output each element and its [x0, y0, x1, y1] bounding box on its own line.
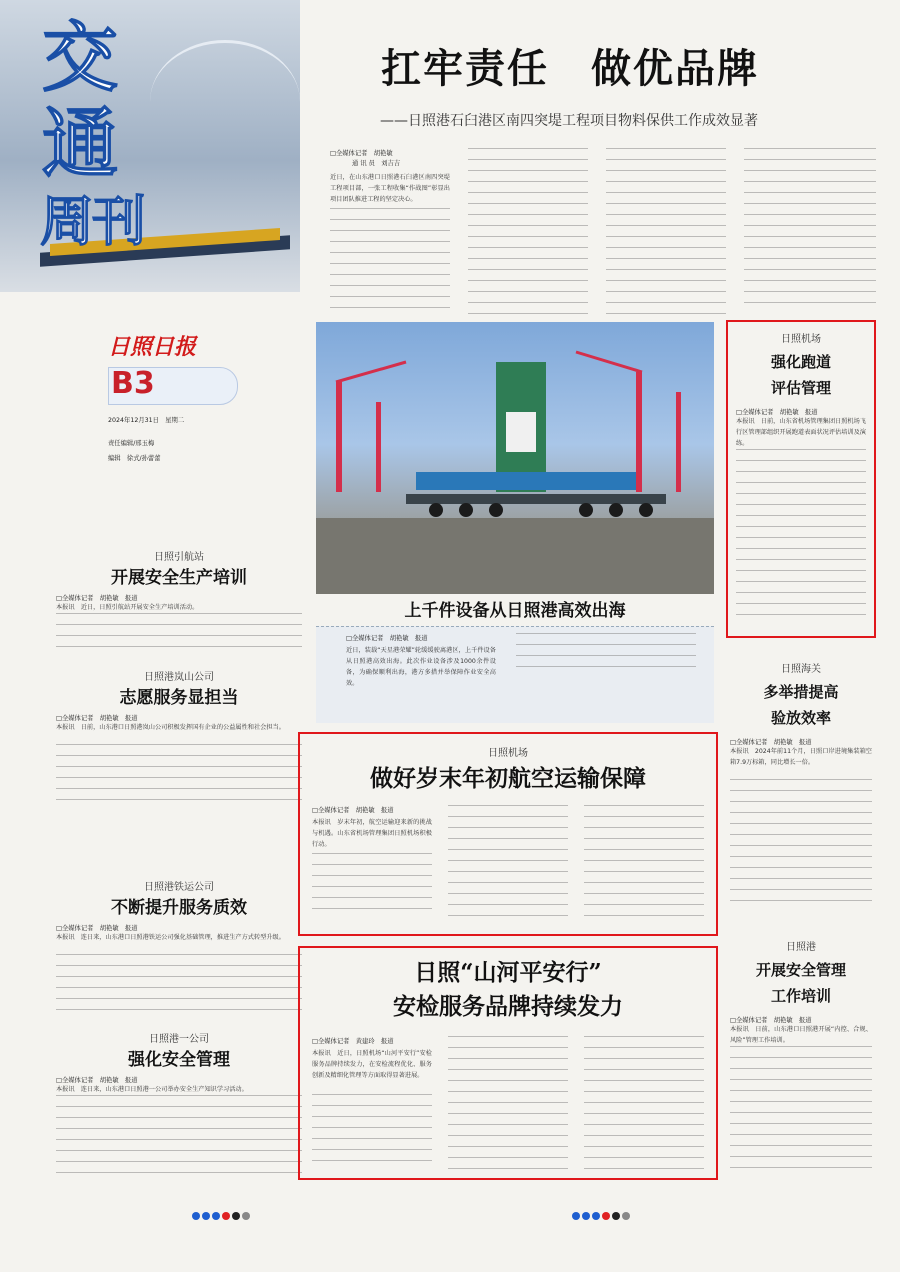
box-byline: □全媒体记者 胡艳敏 报道 [312, 807, 394, 814]
brief-title: 不断提升服务质效 [111, 898, 247, 918]
brief-byline: □全媒体记者 胡艳敏 报道 [730, 1017, 812, 1024]
brief-kicker: 日照港铁运公司 [144, 882, 214, 893]
left-brief-3 [56, 878, 302, 1010]
left-brief-2 [56, 668, 302, 818]
brief-body [56, 744, 302, 810]
page-number: B3 [111, 366, 155, 401]
page-dot [582, 1212, 590, 1220]
brief-lead: 本报讯 日前，山东港口日照港岚山公司积极发挥国有企业的公益属性和社会担当。 [56, 724, 285, 731]
newspaper-info [108, 330, 248, 460]
masthead-title-char-2: 通 [42, 99, 118, 188]
lead-column-4 [744, 148, 876, 308]
page-dot [202, 1212, 210, 1220]
lead-byline-2: 通 讯 员 刘吉吉 [352, 160, 401, 167]
box-title-line-1: 日照“山河平安行” [414, 959, 602, 986]
page-dots-left [192, 1212, 250, 1222]
brief-title-line-1: 多举措提高 [763, 683, 839, 701]
port-photo-illustration [316, 322, 714, 594]
brief-kicker: 日照港岚山公司 [144, 672, 214, 683]
brief-title-line-2: 验放效率 [770, 709, 831, 727]
page-dot [602, 1212, 610, 1220]
brief-byline: □全媒体记者 胡艳敏 报道 [56, 1077, 138, 1084]
page-dot [192, 1212, 200, 1220]
lead-headline: 扛牢责任 做优品牌 [381, 45, 759, 92]
right-brief-customs [730, 660, 872, 930]
photo-caption-block [316, 626, 714, 723]
brief-lead: 本报讯 日前，山东港口日照港开展“内控、合规、风险”管理工作培训。 [730, 1026, 872, 1044]
box-column-2 [448, 1036, 568, 1170]
page-dot [212, 1212, 220, 1220]
masthead-title-char-1: 交 [42, 13, 118, 102]
brief-lead: 本报讯 连日来，山东港口日照港铁运公司强化基础管理，推进生产方式转型升级。 [56, 934, 285, 941]
right-box-airport [726, 320, 876, 638]
lead-column-2 [468, 148, 588, 318]
brief-title-line-2: 评估管理 [770, 379, 831, 397]
box-column-1 [312, 1094, 432, 1170]
brief-byline: □全媒体记者 胡艳敏 报道 [56, 595, 138, 602]
brief-byline: □全媒体记者 胡艳敏 报道 [730, 739, 812, 746]
brief-lead: 本报讯 近日，日照引航站开展安全生产培训活动。 [56, 604, 199, 611]
issue-date: 2024年12月31日 星期二 [108, 417, 185, 424]
brief-kicker: 日照机场 [781, 334, 821, 345]
brief-title-line-1: 开展安全管理 [755, 961, 846, 979]
page-dot [232, 1212, 240, 1220]
left-brief-1 [56, 548, 302, 666]
brief-title: 强化安全管理 [128, 1050, 230, 1070]
brief-body [56, 1095, 302, 1183]
brief-title-line-2: 工作培训 [770, 987, 831, 1005]
brief-body [736, 449, 866, 619]
box-lead: 本报讯 近日，日照机场“山河平安行”安检服务品牌持续发力，在安检流程优化、服务创新及精细化管理等方面取得显著进展。 [312, 1050, 432, 1079]
newspaper-name-logo: 日照日报 [108, 334, 197, 360]
photo-text-col-2 [516, 633, 696, 673]
bridge-illustration [150, 40, 300, 163]
masthead-title-char-3: 周刊 [40, 190, 144, 253]
box-column-1 [312, 853, 432, 919]
brief-body [730, 779, 872, 909]
brief-body [56, 954, 302, 1010]
brief-kicker: 日照引航站 [154, 552, 204, 563]
brief-title: 开展安全生产培训 [111, 568, 247, 588]
page-number-badge [108, 367, 238, 405]
lead-body [316, 148, 880, 320]
box-title-line-2: 安检服务品牌持续发力 [393, 993, 623, 1020]
box-lead: 本报讯 岁末年初，航空运输迎来新的挑战与机遇。山东省机场管理集团日照机场积极行动。 [312, 819, 432, 848]
photo-byline: □全媒体记者 胡艳敏 报道 [346, 635, 428, 642]
page-dot [612, 1212, 620, 1220]
page-dot [622, 1212, 630, 1220]
page-dot [572, 1212, 580, 1220]
box-kicker: 日照机场 [488, 748, 528, 759]
photo-caption-title: 上千件设备从日照港高效出海 [404, 601, 626, 621]
brief-kicker: 日照港一公司 [149, 1034, 209, 1045]
brief-title: 志愿服务显担当 [119, 688, 239, 708]
lead-column-1 [330, 208, 450, 318]
masthead [0, 0, 300, 292]
brief-lead: 本报讯 日前，山东省机场管理集团日照机场飞行区管理部组织开展跑道表面状况评估培训及演练。 [736, 418, 866, 447]
page-dot [222, 1212, 230, 1220]
brief-kicker: 日照港 [786, 942, 816, 953]
lead-subtitle: ——日照港石臼港区南四突堤工程项目物料保供工作成效显著 [380, 113, 758, 129]
box-column-2 [448, 805, 568, 917]
box-title: 做好岁末年初航空运输保障 [370, 765, 646, 792]
page-dot [592, 1212, 600, 1220]
lead-paragraph: 近日，在山东港口日照港石臼港区南四突堤工程项目部，一张工程收集“作战图”彰显出项目团队推进工程的坚定决心。 [330, 174, 450, 203]
box-byline: □全媒体记者 黄建玲 报道 [312, 1038, 394, 1045]
lead-byline-1: □全媒体记者 胡艳敏 [330, 150, 393, 157]
photo-text: 近日，装载“天星港荣耀”轮缓缓驶离港区，上千件设备从日照港高效出海。此次作业设备涉及1000余件设备，为确保顺利出海，港方多措并举保障作业安全高效。 [346, 647, 496, 687]
brief-lead: 本报讯 2024年前11个月，日照口岸进境集装箱空箱7.9万标箱，同比增长一倍。 [730, 748, 872, 766]
port-photo [316, 322, 714, 594]
brief-byline: □全媒体记者 胡艳敏 报道 [56, 715, 138, 722]
page-dots-center [572, 1212, 630, 1222]
brief-byline: □全媒体记者 胡艳敏 报道 [56, 925, 138, 932]
brief-kicker: 日照海关 [781, 664, 821, 675]
page-dot [242, 1212, 250, 1220]
right-brief-port [730, 938, 872, 1198]
center-box-security [298, 946, 718, 1180]
brief-byline: □全媒体记者 胡艳敏 报道 [736, 409, 818, 416]
brief-body [730, 1046, 872, 1178]
lead-column-3 [606, 148, 726, 318]
editor-credit: 责任编辑/邢玉梅 [108, 440, 155, 447]
brief-body [56, 613, 302, 657]
box-column-3 [584, 805, 704, 917]
left-brief-4 [56, 1030, 302, 1190]
center-box-airport-transport [298, 732, 718, 936]
brief-lead: 本报讯 连日来，山东港口日照港一公司举办安全生产知识学习活动。 [56, 1086, 248, 1093]
designer-credit: 编辑 徐式/孙蕾蕾 [108, 455, 161, 462]
box-column-3 [584, 1036, 704, 1170]
brief-title-line-1: 强化跑道 [770, 353, 831, 371]
